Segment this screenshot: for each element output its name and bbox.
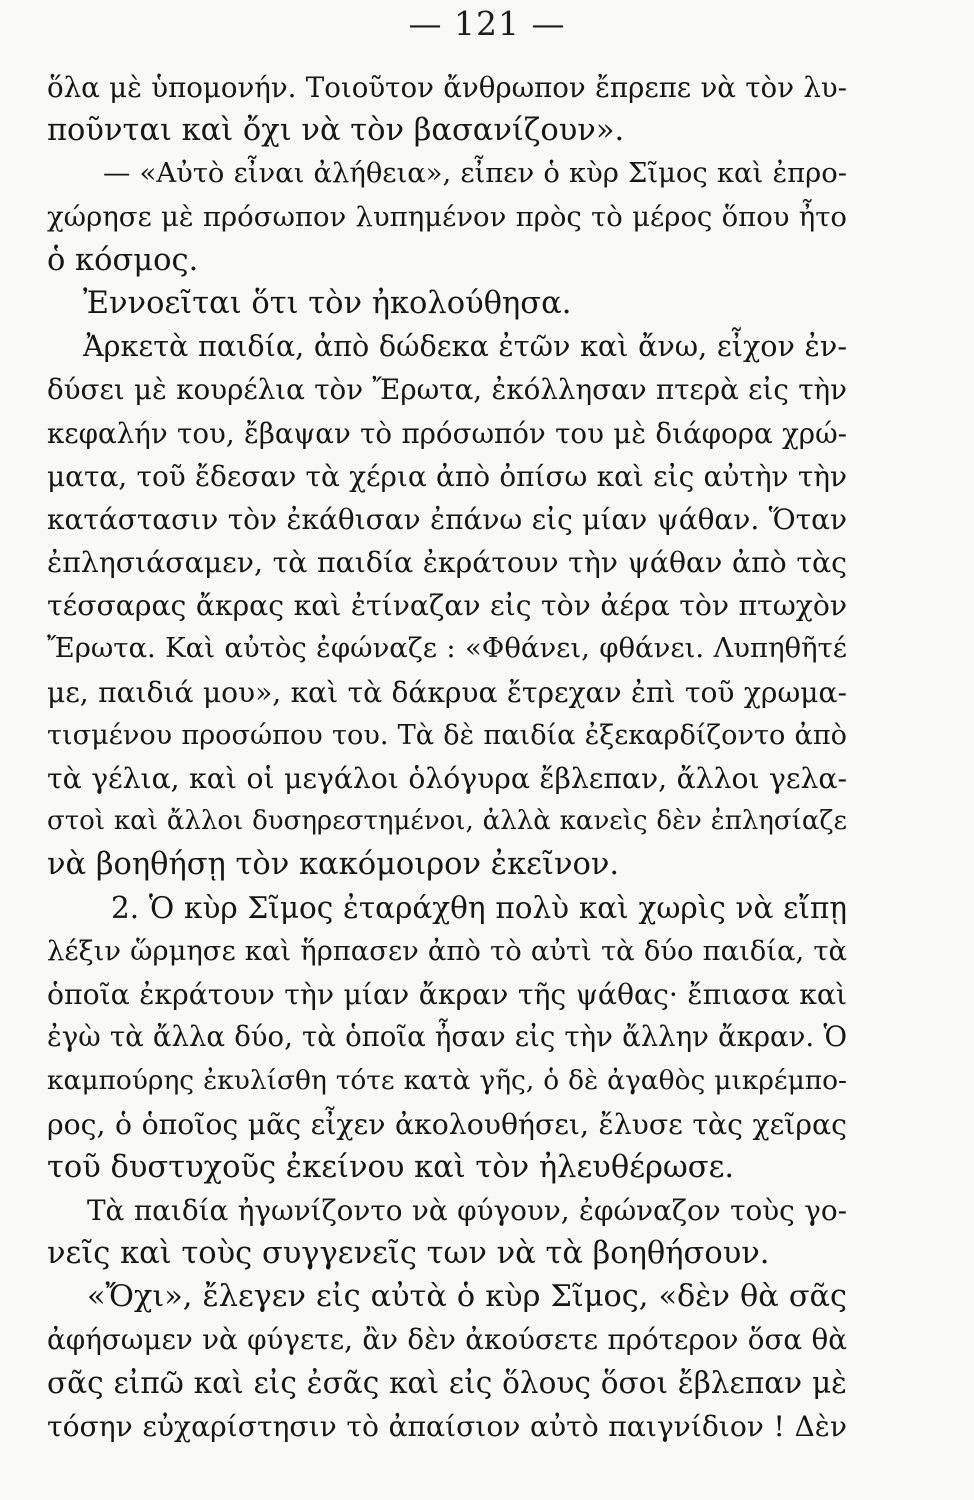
text-line: νεῖς καὶ τοὺς συγγενεῖς των νὰ τὰ βοηθήσουν.	[47, 1236, 770, 1272]
text-line: νὰ βοηθήσῃ τὸν κακόμοιρον ἐκεῖνον.	[47, 847, 620, 883]
text-line: τισμένου προσώπου του. Τὰ δὲ παιδία ἐξεκαρδίζοντο ἀπὸ	[47, 719, 847, 751]
text-line: με, παιδιά μου», καὶ τὰ δάκρυα ἔτρεχαν ἐπὶ τοῦ χρωμα-	[47, 675, 847, 709]
text-line: κατάστασιν τὸν ἐκάθισαν ἐπάνω εἰς μίαν ψάθαν. Ὅταν	[47, 502, 847, 536]
text-line: τέσσαρας ἄκρας καὶ ἐτίναζαν εἰς τὸν ἀέρα τὸν πτωχὸν	[47, 589, 847, 623]
text-line: δύσει μὲ κουρέλια τὸν Ἔρωτα, ἐκόλλησαν πτερὰ εἰς τὴν	[47, 373, 847, 407]
text-line: ὅλα μὲ ὑπομονήν. Τοιοῦτον ἄνθρωπον ἔπρεπε νὰ τὸν λυ-	[47, 71, 847, 104]
text-line: «Ὄχι», ἔλεγεν εἰς αὐτὰ ὁ κὺρ Σῖμος, «δὲν θὰ σᾶς	[87, 1279, 847, 1315]
text-line: ἐγὼ τὰ ἄλλα δύο, τὰ ὁποῖα ἦσαν εἰς τὴν ἄλλην ἄκραν. Ὁ	[47, 1021, 847, 1054]
text-line: 2. Ὁ κὺρ Σῖμος ἐταράχθη πολὺ καὶ χωρὶς νὰ εἴπῃ	[111, 890, 847, 925]
text-line: τοῦ δυστυχοῦς ἐκείνου καὶ τὸν ἠλευθέρωσε.	[47, 1149, 735, 1185]
text-line: λέξιν ὥρμησε καὶ ἥρπασεν ἀπὸ τὸ αὐτὶ τὰ δύο παιδία, τὰ	[47, 935, 847, 967]
text-line: ἐπλησιάσαμεν, τὰ παιδία ἐκράτουν τὴν ψάθαν ἀπὸ τὰς	[47, 546, 847, 580]
text-line: τόσην εὐχαρίστησιν τὸ ἀπαίσιον αὐτὸ παιγνίδιον ! Δὲν	[47, 1409, 847, 1443]
text-line: τὰ γέλια, καὶ οἱ μεγάλοι ὁλόγυρα ἔβλεπαν, ἄλλοι γελα-	[47, 762, 847, 795]
text-line: ὁ κόσμος.	[47, 242, 199, 278]
text-line: χώρησε μὲ πρόσωπον λυπημένον πρὸς τὸ μέρος ὅπου ἦτο	[47, 200, 847, 233]
text-line: κεφαλήν του, ἔβαψαν τὸ πρόσωπόν του μὲ διάφορα χρώ-	[47, 416, 847, 450]
text-line: στοὶ καὶ ἄλλοι δυσηρεστημένοι, ἀλλὰ κανεὶς δὲν ἐπλησίαζε	[47, 806, 847, 837]
text-line: σᾶς εἰπῶ καὶ εἰς ἐσᾶς καὶ εἰς ὅλους ὅσοι ἔβλεπαν μὲ	[47, 1365, 847, 1400]
page-number: — 121 —	[408, 4, 566, 43]
text-line: Ἔρωτα. Καὶ αὐτὸς ἐφώναζε : «Φθάνει, φθάνει. Λυπηθῆτέ	[47, 632, 847, 665]
text-line: Τὰ παιδία ἠγωνίζοντο νὰ φύγουν, ἐφώναζον τοὺς γο-	[87, 1193, 847, 1227]
text-line: Ἐννοεῖται ὅτι τὸν ἠκολούθησα.	[83, 285, 572, 321]
text-line: ἀφήσωμεν νὰ φύγετε, ἂν δὲν ἀκούσετε πρότερον ὅσα θὰ	[47, 1323, 847, 1357]
text-line: ματα, τοῦ ἔδεσαν τὰ χέρια ἀπὸ ὀπίσω καὶ εἰς αὐτὴν τὴν	[47, 459, 847, 493]
text-line: ποῦνται καὶ ὄχι νὰ τὸν βασανίζουν».	[47, 113, 625, 149]
text-line: ρος, ὁ ὁποῖος μᾶς εἶχεν ἀκολουθήσει, ἔλυσε τὰς χεῖρας	[47, 1107, 847, 1141]
text-line: ὁποῖα ἐκράτουν τὴν μίαν ἄκραν τῆς ψάθας· ἔπιασα καὶ	[47, 977, 847, 1011]
text-line: — «Αὐτὸ εἶναι ἀλήθεια», εἶπεν ὁ κὺρ Σῖμος καὶ ἐπρο-	[103, 158, 847, 190]
text-line: καμπούρης ἐκυλίσθη τότε κατὰ γῆς, ὁ δὲ ἀγαθὸς μικρέμπο-	[47, 1065, 847, 1097]
body-text	[47, 66, 847, 1448]
text-line: Ἀρκετὰ παιδία, ἀπὸ δώδεκα ἐτῶν καὶ ἄνω, εἶχον ἐν-	[83, 329, 847, 364]
